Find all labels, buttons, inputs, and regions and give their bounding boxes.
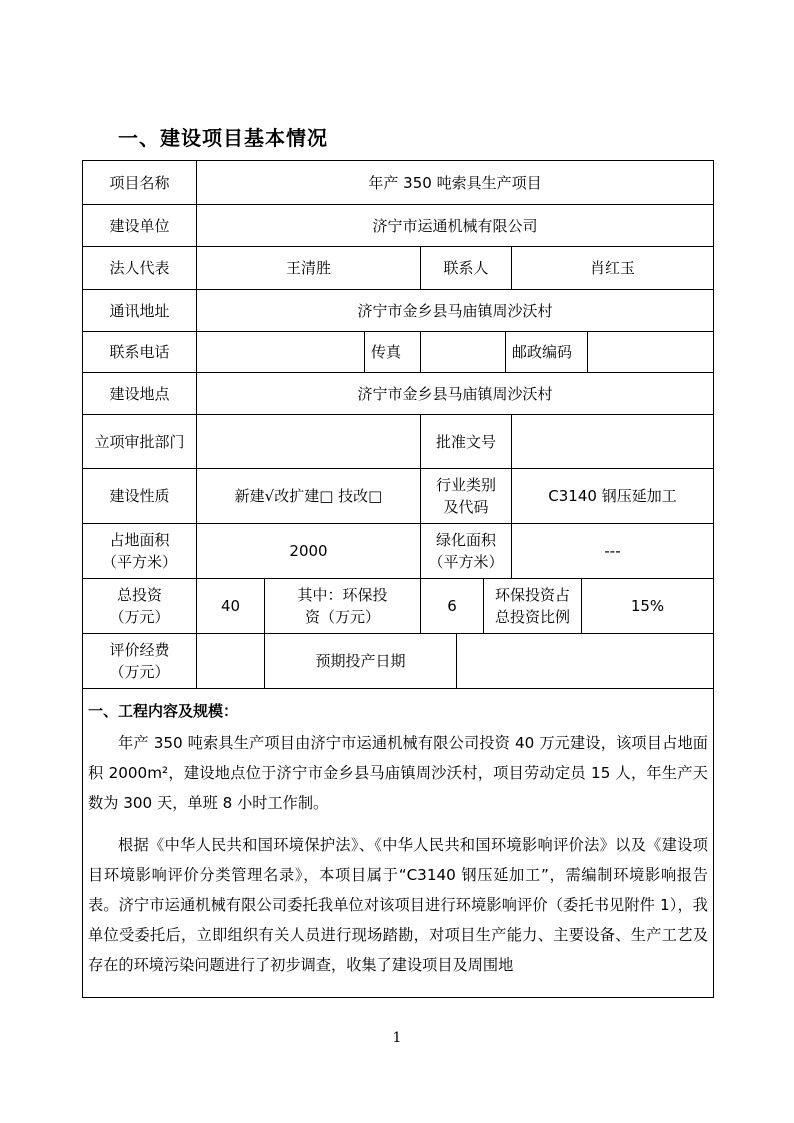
ratio-value: 15%	[582, 579, 713, 634]
date-label: 预期投产日期	[265, 634, 457, 689]
area-label-line2: （平方米）	[101, 553, 177, 571]
env-invest-label	[265, 579, 421, 634]
env-invest-label-line1: 其中：环保投	[297, 586, 388, 604]
green-label	[421, 524, 512, 579]
site-label: 建设地点	[83, 373, 197, 415]
paragraph-2: 根据《中华人民共和国环境保护法》、《中华人民共和国环境影响评价法》以及《建设项目环境影响评价分类管理名录》，本项目属于“C3140 钢压延加工”，需编制环境影响报告表。济宁市运通机械有限公司委托我单位对该项目进行环境影响评价（委托书见附件 1），我单位受委托后，立即组织有关人员进行现场踏勘，对项目生产能力、主要设备、生产工艺及存在的环境污染问题进行了初步调查，收集了建设项目及周围地	[88, 836, 708, 974]
nature-value: 新建√改扩建□ 技改□	[197, 469, 421, 524]
area-label	[83, 524, 197, 579]
area-label-line1: 占地面积	[109, 531, 170, 549]
approval-no-label: 批准文号	[421, 415, 512, 469]
phone-label: 联系电话	[83, 332, 197, 373]
industry-label-line2: 及代码	[443, 498, 489, 516]
paragraph-1: 年产 350 吨索具生产项目由济宁市运通机械有限公司投资 40 万元建设，该项目占地面积 2000m²，建设地点位于济宁市金乡县马庙镇周沙沃村，项目劳动定员 15 人，年生产天数为 300 天，单班 8 小时工作制。	[88, 734, 708, 812]
fee-label-line2: （万元）	[109, 663, 170, 681]
fee-value	[197, 634, 265, 689]
legal-value: 王清胜	[197, 247, 421, 290]
postcode-value	[588, 332, 713, 373]
address-value: 济宁市金乡县马庙镇周沙沃村	[197, 290, 713, 332]
contact-value: 肖红玉	[512, 247, 713, 290]
site-value: 济宁市金乡县马庙镇周沙沃村	[197, 373, 713, 415]
page-number: 1	[392, 1030, 402, 1046]
invest-label-line1: 总投资	[116, 586, 162, 604]
industry-value: C3140 钢压延加工	[512, 469, 713, 524]
green-label-line2: （平方米）	[428, 553, 504, 571]
fee-label	[83, 634, 197, 689]
invest-label	[83, 579, 197, 634]
approval-no-value	[512, 415, 713, 469]
legal-label: 法人代表	[83, 247, 197, 290]
contact-label: 联系人	[421, 247, 512, 290]
ratio-label-line1: 环保投资占	[494, 586, 570, 604]
green-value: ---	[512, 524, 713, 579]
phone-value	[197, 332, 365, 373]
fee-label-line1: 评价经费	[109, 641, 170, 659]
industry-label-line1: 行业类别	[435, 476, 496, 494]
section-title: 一、工程内容及规模：	[88, 702, 239, 720]
project-name-value: 年产 350 吨索具生产项目	[197, 161, 713, 205]
nature-label: 建设性质	[83, 469, 197, 524]
invest-value: 40	[197, 579, 265, 634]
fax-label: 传真	[365, 332, 421, 373]
env-invest-value: 6	[421, 579, 484, 634]
industry-label	[421, 469, 512, 524]
address-label: 通讯地址	[83, 290, 197, 332]
fax-value	[421, 332, 506, 373]
ratio-label	[484, 579, 582, 634]
date-value	[457, 634, 713, 689]
ratio-label-line2: 总投资比例	[494, 608, 570, 626]
env-invest-label-line2: 资（万元）	[304, 608, 380, 626]
approval-dept-label: 立项审批部门	[83, 415, 197, 469]
unit-label: 建设单位	[83, 205, 197, 247]
project-name-label: 项目名称	[83, 161, 197, 205]
approval-dept-value	[197, 415, 421, 469]
unit-value: 济宁市运通机械有限公司	[197, 205, 713, 247]
area-value: 2000	[197, 524, 421, 579]
invest-label-line2: （万元）	[109, 608, 170, 626]
page-title: 一、建设项目基本情况	[118, 126, 328, 150]
postcode-label: 邮政编码	[506, 332, 588, 373]
green-label-line1: 绿化面积	[435, 531, 496, 549]
